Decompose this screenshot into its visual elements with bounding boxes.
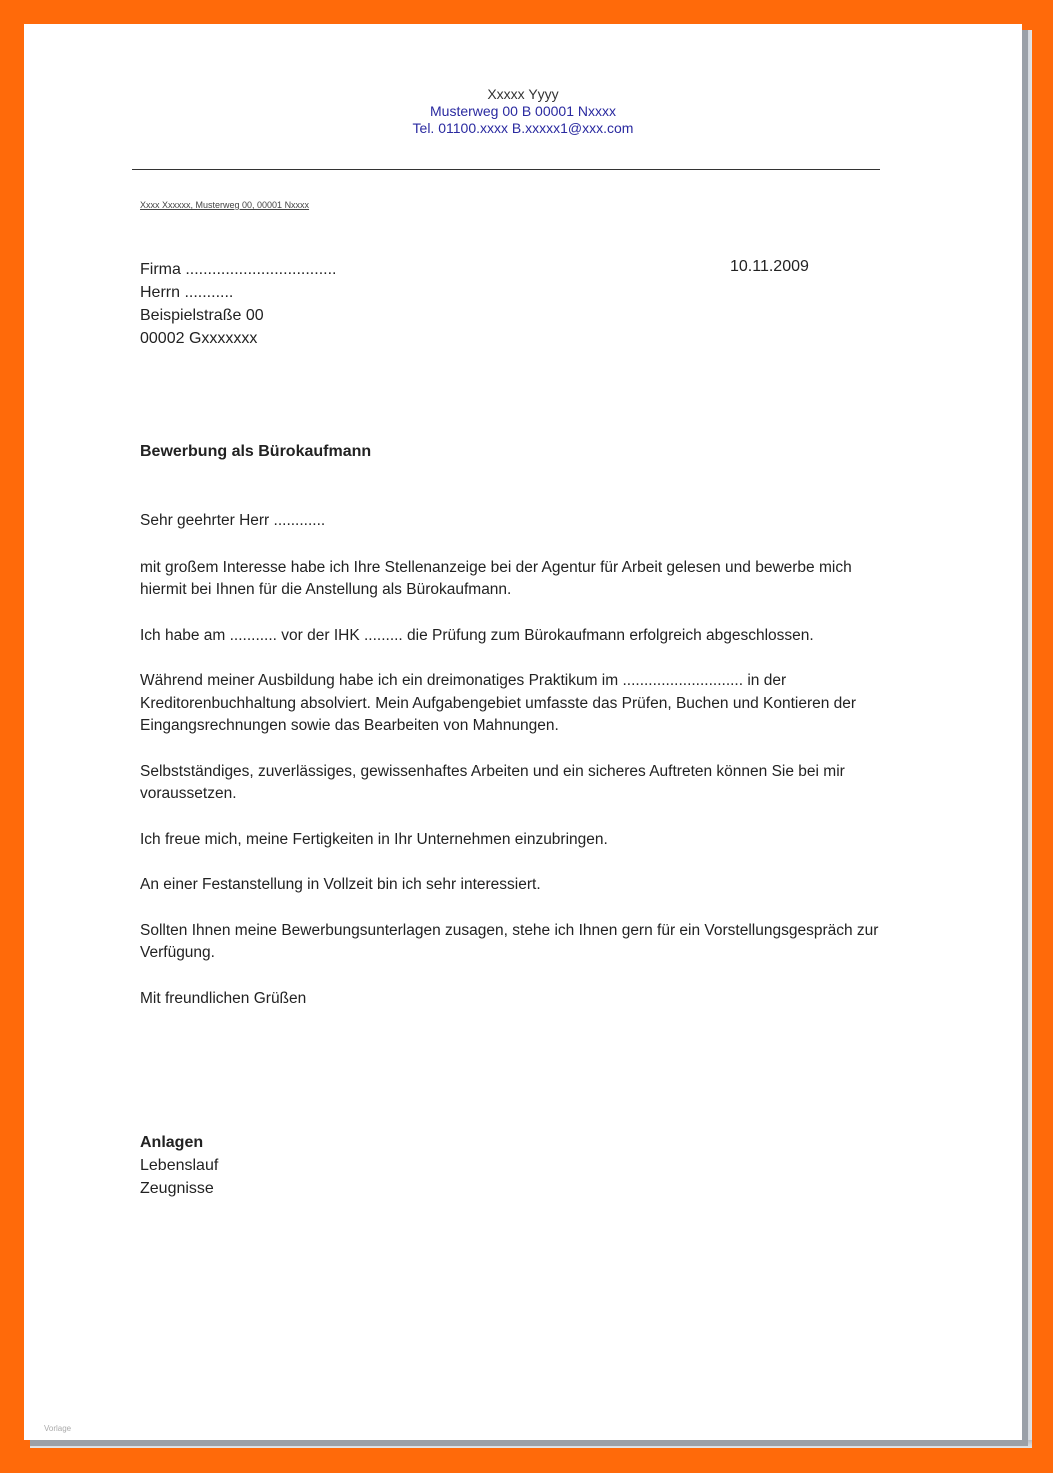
letter-date: 10.11.2009 (730, 258, 809, 275)
return-address-line: Xxxx Xxxxxx, Musterweg 00, 00001 Nxxxx (140, 200, 310, 210)
recipient-person: Herrn ........... (140, 284, 234, 301)
letterhead (24, 86, 1022, 137)
footer-watermark: Vorlage (44, 1424, 72, 1433)
letter-body (140, 510, 880, 1033)
attachments-block (140, 1131, 218, 1200)
paragraph-internship: Während meiner Ausbildung habe ich ein dreimonatiges Praktikum im ............................ in der Kreditorenbuchhaltung absolviert. Mein Aufgabengebiet umfasste das Prüfen, Buchen und Kontieren der Eingangsrechnungen sowie das Bearbeiten von Mahnungen. (140, 672, 857, 734)
recipient-block (140, 258, 336, 350)
attachment-cv: Lebenslauf (140, 1157, 219, 1174)
sender-name: Xxxxx Yyyy (487, 86, 559, 102)
sender-contact: Tel. 01100.xxxx B.xxxxx1@xxx.com (412, 120, 634, 136)
paragraph-motivation: Ich freue mich, meine Fertigkeiten in Ihr Unternehmen einzubringen. (140, 830, 608, 848)
sender-address: Musterweg 00 B 00001 Nxxxx (430, 103, 616, 119)
salutation: Sehr geehrter Herr ............ (140, 512, 326, 529)
page-shadow-bottom (30, 1440, 1032, 1448)
letter-subject: Bewerbung als Bürokaufmann (140, 443, 372, 460)
recipient-company: Firma .................................. (140, 261, 337, 278)
paragraph-interview: Sollten Ihnen meine Bewerbungsunterlagen zusagen, stehe ich Ihnen gern für ein Vorstellungsgespräch zur Verfügung. (140, 921, 879, 961)
closing: Mit freundlichen Grüßen (140, 989, 307, 1007)
attachment-certificates: Zeugnisse (140, 1180, 214, 1197)
paragraph-fulltime: An einer Festanstellung in Vollzeit bin ich sehr interessiert. (140, 876, 541, 893)
recipient-city: 00002 Gxxxxxxx (140, 330, 258, 347)
page-shadow-right (1022, 30, 1032, 1446)
paragraph-interest: mit großem Interesse habe ich Ihre Stellenanzeige bei der Agentur für Arbeit gelesen und bewerbe mich hiermit bei Ihnen für die Anstellung als Bürokaufmann. (140, 558, 852, 598)
recipient-street: Beispielstraße 00 (140, 307, 264, 324)
paragraph-exam: Ich habe am ........... vor der IHK ......... die Prüfung zum Bürokaufmann erfolgreich abgeschlossen. (140, 626, 814, 644)
attachments-heading: Anlagen (140, 1134, 204, 1151)
paragraph-qualities: Selbstständiges, zuverlässiges, gewissenhaftes Arbeiten und ein sicheres Auftreten können Sie bei mir voraussetzen. (140, 762, 845, 802)
letterhead-divider (132, 169, 880, 170)
letter-page (24, 24, 1022, 1440)
